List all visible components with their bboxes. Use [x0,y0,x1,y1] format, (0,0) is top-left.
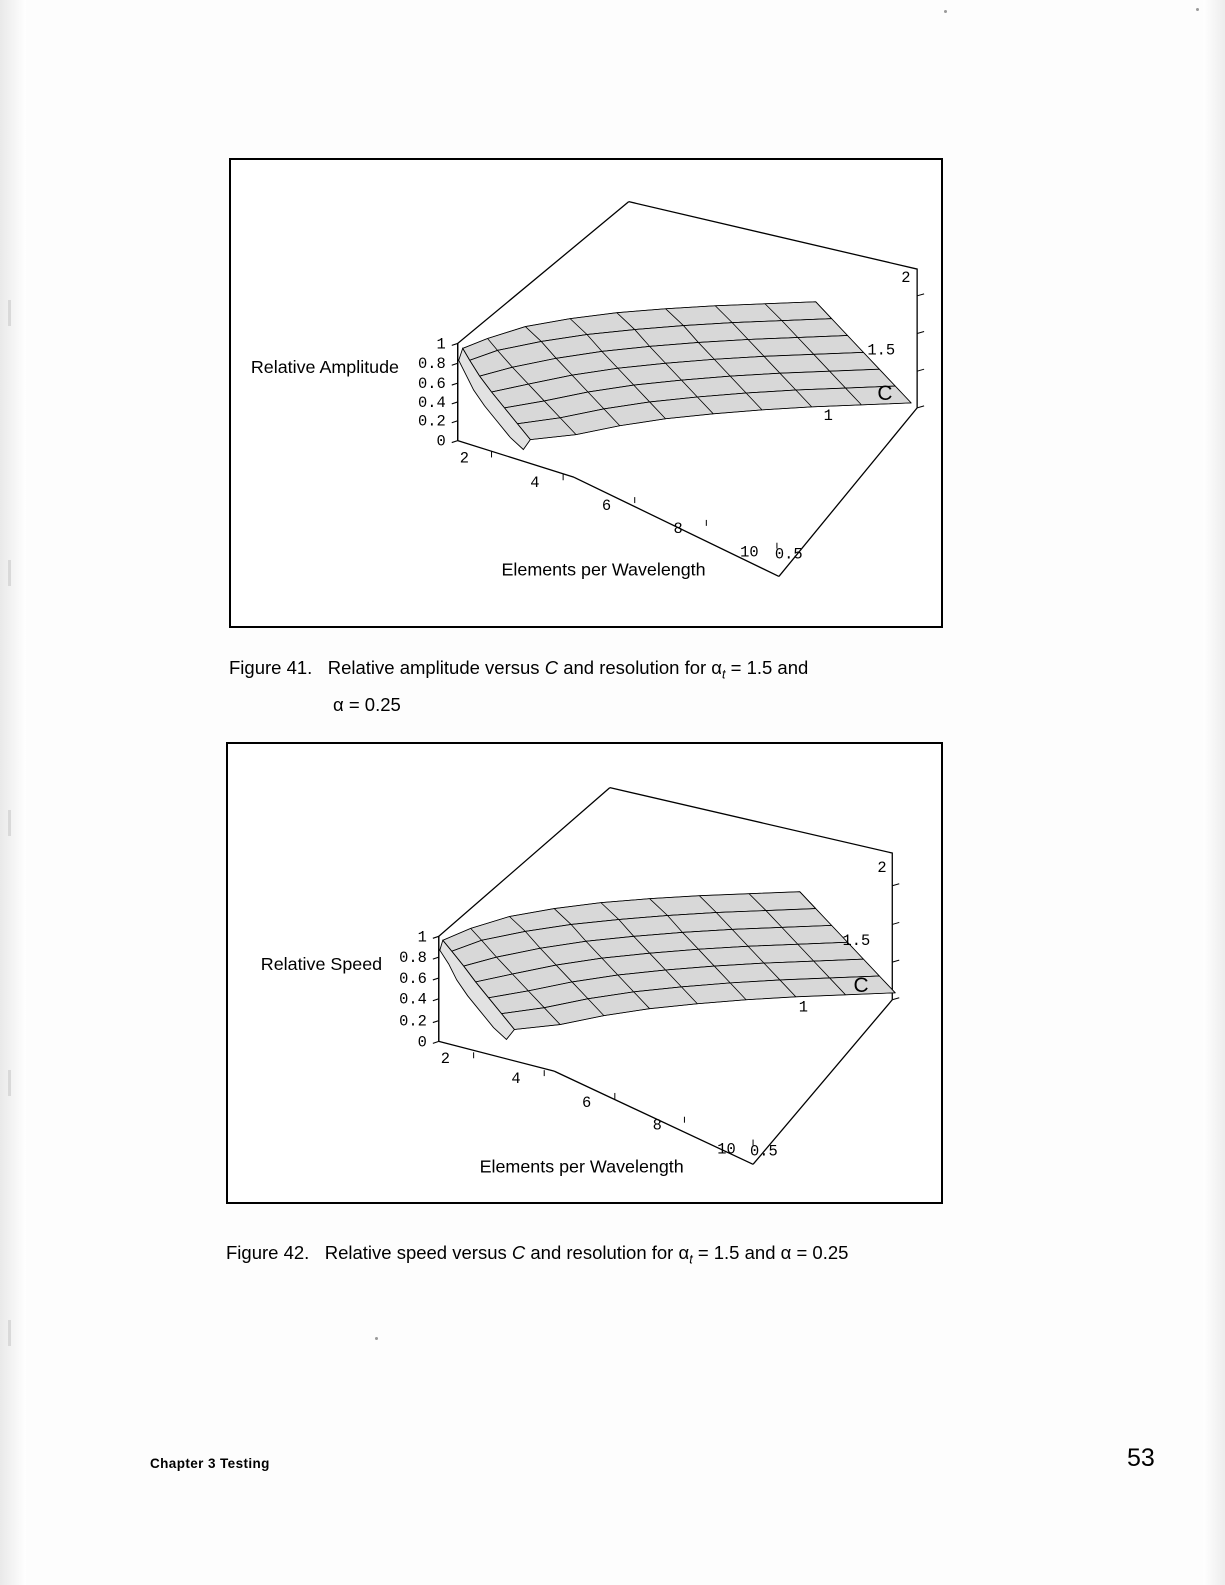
x-tick-2: 2 [459,449,469,468]
z-tick-06: 0.6 [418,375,446,394]
x-tick-4: 4 [530,474,540,493]
z-tick-04: 0.4 [399,990,427,1009]
figure-42-caption-text-1: Relative speed versus [324,1242,507,1263]
figure-41-caption-line2-alpha: α [333,693,344,715]
figure-42-caption-alpha: α [678,1242,690,1263]
figure-41-caption-alpha: α [711,657,722,678]
z-tick-08: 0.8 [418,355,446,374]
binding-mark [8,1320,11,1346]
figure-42-caption-text-3: = 1.5 and [697,1242,776,1263]
scan-speck [1196,8,1199,11]
figure-42-caption-number: Figure 42. [226,1242,310,1263]
figure-41-caption-alpha-sub: t [722,667,726,682]
figure-41-plot-frame [229,158,943,628]
binding-mark [8,1070,11,1096]
y-tick-2: 2 [877,858,887,877]
figure-42-caption-line2-alpha: α [780,1242,792,1263]
y-tick-2: 2 [901,268,911,287]
figure-42-plot-frame [226,742,943,1204]
z-tick-1: 1 [417,928,427,947]
y-tick-05: 0.5 [774,545,803,564]
binding-mark [8,560,11,586]
y-tick-15: 1.5 [842,932,871,951]
scan-speck [375,1337,378,1340]
figure-41-caption-line2-value: = 0.25 [348,693,401,715]
page-number: 53 [1127,1444,1155,1472]
y-tick-05: 0.5 [750,1142,778,1161]
figure-41-caption-text-3: = 1.5 and [730,657,809,678]
z-tick-02: 0.2 [418,412,446,431]
z-tick-06: 0.6 [399,969,427,988]
x-tick-8: 8 [673,519,683,538]
figure-42-caption-line2-value: = 0.25 [796,1242,849,1263]
page-right-edge-shadow [1203,0,1225,1585]
z-tick-04: 0.4 [418,393,446,412]
figure-41-caption-number: Figure 41. [229,657,313,678]
figure-42-x-axis-label: Elements per Wavelength [479,1156,684,1177]
page-left-edge-shadow [0,0,26,1585]
x-tick-10: 10 [717,1140,736,1159]
y-tick-1: 1 [798,998,809,1017]
x-tick-8: 8 [652,1116,662,1135]
figure-41-y-axis-label: C [877,381,893,405]
binding-mark [8,300,11,326]
z-tick-0: 0 [436,432,446,451]
x-tick-10: 10 [740,543,759,562]
binding-mark [8,810,11,836]
z-tick-0: 0 [417,1033,427,1052]
x-tick-2: 2 [440,1050,451,1069]
figure-42-caption-italic-c: C [511,1242,526,1263]
figure-42-surface-plot [228,744,941,1202]
figure-42-caption-alpha-sub: t [689,1252,693,1267]
y-tick-15: 1.5 [867,341,896,360]
z-tick-1: 1 [436,335,446,354]
figure-42-caption-text-2: and resolution for [530,1242,674,1263]
z-tick-08: 0.8 [399,949,427,968]
scan-speck [944,10,947,13]
footer-chapter-label: Chapter 3 Testing [150,1456,270,1471]
y-tick-1: 1 [823,406,833,425]
figure-42-z-axis-label: Relative Speed [260,954,383,975]
x-tick-4: 4 [511,1070,521,1089]
figure-42-caption [226,1238,848,1275]
x-tick-6: 6 [601,497,612,515]
figure-42-y-axis-label: C [853,973,869,997]
figure-41-caption-italic-c: C [544,657,559,678]
figure-41-surface-plot [231,160,941,626]
figure-41-caption [229,653,808,719]
figure-41-caption-text-2: and resolution for [563,657,707,678]
figure-41-x-axis-label: Elements per Wavelength [501,559,706,580]
x-tick-6: 6 [582,1093,592,1112]
figure-41-z-axis-label: Relative Amplitude [250,357,400,378]
figure-41-caption-text-1: Relative amplitude versus [327,657,540,678]
z-tick-02: 0.2 [399,1012,427,1031]
